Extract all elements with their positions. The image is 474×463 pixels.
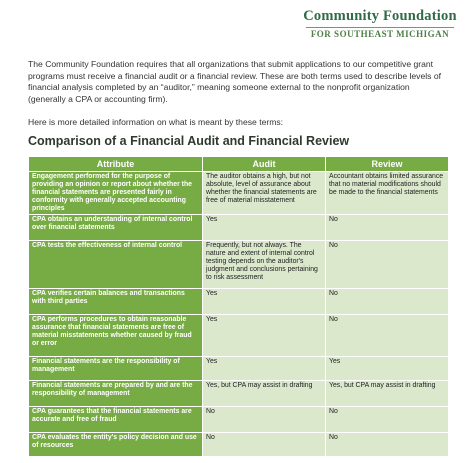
table-header-row <box>29 157 449 172</box>
audit-cell: No <box>203 407 326 433</box>
audit-cell: No <box>203 433 326 457</box>
attribute-cell: CPA performs procedures to obtain reasonable assurance that financial statements are free of material misstatements whether caused by fraud or error <box>29 315 203 357</box>
terms-intro-line: Here is more detailed information on what is meant by these terms: <box>28 117 284 127</box>
table-row <box>29 315 449 357</box>
attribute-cell: Financial statements are prepared by and are the responsibility of management <box>29 381 203 407</box>
audit-cell: Frequently, but not always. The nature and extent of internal control testing depends on the auditor's judgment and conclusions pertaining to risk assessment <box>203 241 326 289</box>
logo-divider <box>306 27 454 28</box>
audit-cell: Yes, but CPA may assist in drafting <box>203 381 326 407</box>
review-cell: No <box>326 289 449 315</box>
audit-cell: The auditor obtains a high, but not absolute, level of assurance about whether the financial statements are free of material misstatement <box>203 172 326 215</box>
attribute-cell: CPA obtains an understanding of internal control over financial statements <box>29 215 203 241</box>
attribute-cell: CPA verifies certain balances and transactions with third parties <box>29 289 203 315</box>
attribute-cell: CPA guarantees that the financial statements are accurate and free of fraud <box>29 407 203 433</box>
section-heading: Comparison of a Financial Audit and Financial Review <box>28 134 350 148</box>
header-attribute: Attribute <box>29 157 203 172</box>
audit-cell: Yes <box>203 357 326 381</box>
header-review: Review <box>326 157 449 172</box>
intro-paragraph: The Community Foundation requires that all organizations that submit applications to our competitive grant programs must receive a financial audit or a financial review. These are both terms used to describe levels of financial analysis completed by an “auditor,” meaning someone external to the nonprofit organization (generally a CPA or accounting firm). <box>28 59 442 104</box>
table-row <box>29 407 449 433</box>
attribute-cell: Financial statements are the responsibility of management <box>29 357 203 381</box>
logo-name: Community Foundation <box>303 8 457 24</box>
logo <box>300 8 460 39</box>
table-row <box>29 357 449 381</box>
review-cell: No <box>326 433 449 457</box>
attribute-cell: Engagement performed for the purpose of providing an opinion or report about whether the financial statements are presented fairly in conformity with generally accepted accounting principles <box>29 172 203 215</box>
review-cell: No <box>326 241 449 289</box>
table-row <box>29 381 449 407</box>
comparison-table <box>28 156 449 457</box>
review-cell: Yes, but CPA may assist in drafting <box>326 381 449 407</box>
table-row <box>29 433 449 457</box>
table-row <box>29 289 449 315</box>
table-row <box>29 241 449 289</box>
logo-subtitle: FOR SOUTHEAST MICHIGAN <box>310 29 450 39</box>
attribute-cell: CPA evaluates the entity's policy decision and use of resources <box>29 433 203 457</box>
audit-cell: Yes <box>203 289 326 315</box>
review-cell: No <box>326 315 449 357</box>
review-cell: No <box>326 407 449 433</box>
review-cell: Accountant obtains limited assurance that no material modifications should be made to the financial statements <box>326 172 449 215</box>
attribute-cell: CPA tests the effectiveness of internal control <box>29 241 203 289</box>
audit-cell: Yes <box>203 215 326 241</box>
table-row <box>29 172 449 215</box>
review-cell: No <box>326 215 449 241</box>
table-row <box>29 215 449 241</box>
header-audit: Audit <box>203 157 326 172</box>
review-cell: Yes <box>326 357 449 381</box>
audit-cell: Yes <box>203 315 326 357</box>
